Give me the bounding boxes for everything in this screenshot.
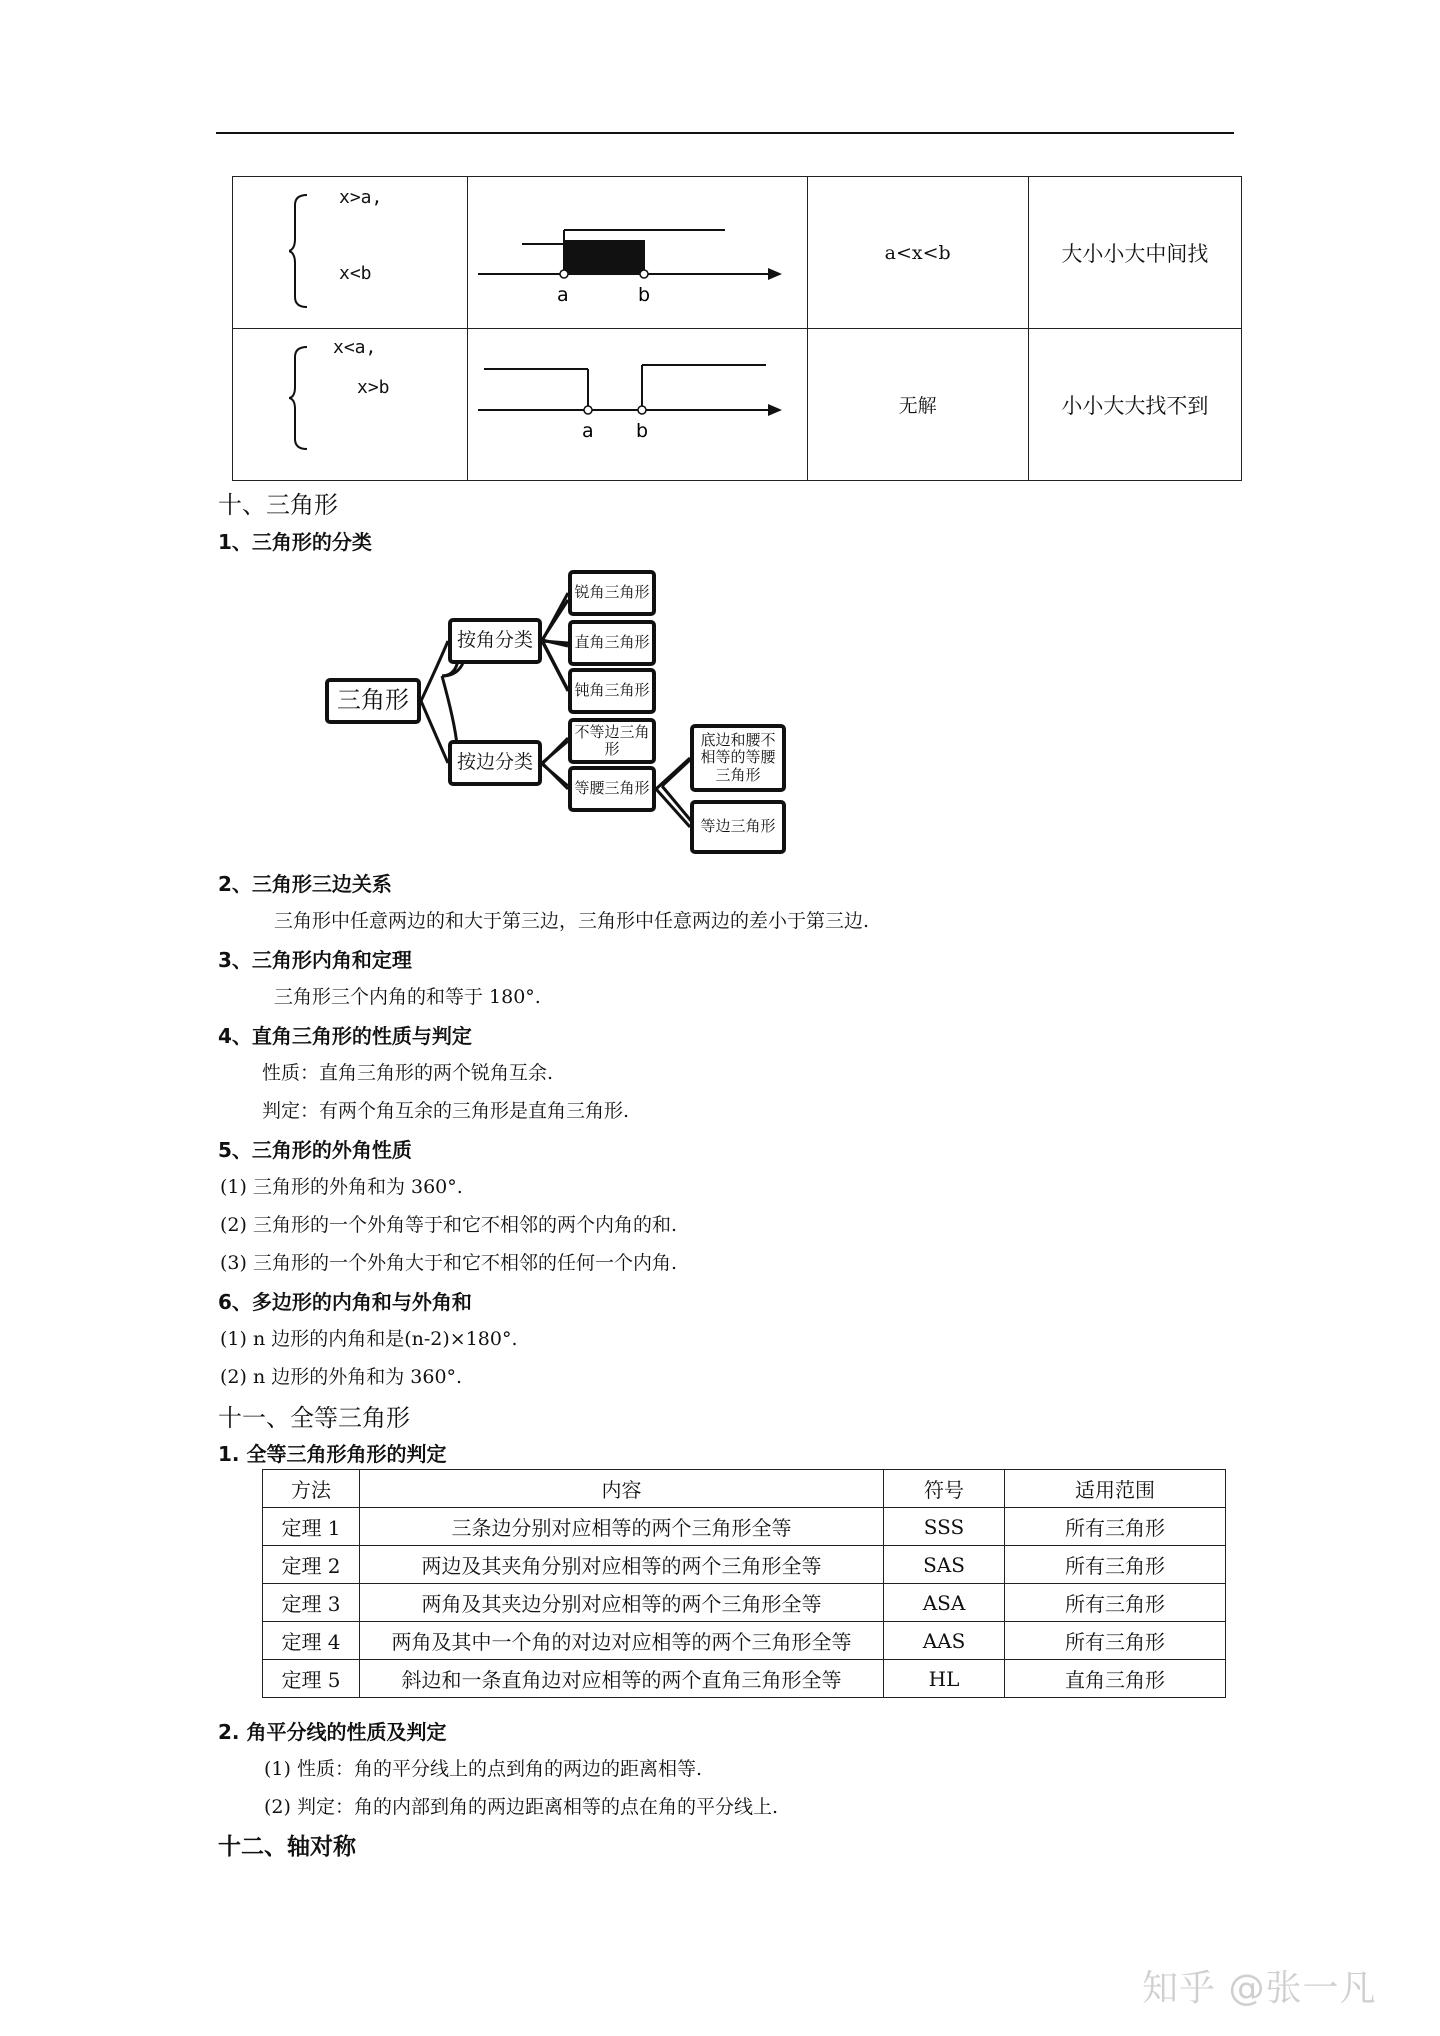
point-b [638,406,646,414]
cell-scope: 直角三角形 [1005,1660,1226,1698]
number-line-diagram [468,329,806,480]
cell-symbol: HL [884,1660,1005,1698]
brace-icon [289,343,311,453]
list-item: (2) n 边形的外角和为 360°. [220,1366,463,1388]
axis-arrow [768,268,782,280]
col-header: 符号 [884,1470,1005,1508]
cell-method: 定理 4 [263,1622,360,1660]
point-a [584,406,592,414]
table-row [263,1546,1226,1584]
point-b [640,270,648,278]
table-header-row [263,1470,1226,1508]
number-line-cell [468,329,807,481]
cell-method: 定理 3 [263,1584,360,1622]
cell-symbol: SSS [884,1508,1005,1546]
label-a: a [582,420,594,442]
system-top: x>a, [339,187,383,208]
label-b: b [636,420,649,442]
table-row [233,329,1242,481]
tree-acute: 锐角三角形 [568,570,656,616]
solution-cell: a<x<b [807,177,1028,329]
brace-icon [289,191,311,311]
col-header: 内容 [360,1470,884,1508]
system-bottom: x<b [339,263,372,284]
tree-by-side: 按边分类 [448,740,542,786]
col-header: 适用范围 [1005,1470,1226,1508]
label-a: a [557,284,569,306]
subsection-title: 2. 角平分线的性质及判定 [218,1720,447,1744]
subsection-title: 3、三角形内角和定理 [218,948,412,972]
list-item: (2) 判定：角的内部到角的两边距离相等的点在角的平分线上. [264,1796,778,1818]
number-line-cell [468,177,807,329]
list-item: (2) 三角形的一个外角等于和它不相邻的两个内角的和. [220,1214,677,1236]
subsection-title: 2、三角形三边关系 [218,872,392,896]
cell-scope: 所有三角形 [1005,1622,1226,1660]
cell-scope: 所有三角形 [1005,1546,1226,1584]
label-b: b [638,284,651,306]
section-title: 十一、全等三角形 [218,1404,410,1432]
cell-method: 定理 1 [263,1508,360,1546]
system-top: x<a, [333,337,377,358]
paragraph: 三角形中任意两边的和大于第三边，三角形中任意两边的差小于第三边. [274,910,870,932]
tree-isosceles: 等腰三角形 [568,766,656,812]
table-row [263,1660,1226,1698]
system-bottom: x>b [357,377,390,398]
list-item: (3) 三角形的一个外角大于和它不相邻的任何一个内角. [220,1252,677,1274]
tree-obtuse: 钝角三角形 [568,668,656,714]
header-rule [216,132,1234,134]
subsection-title: 4、直角三角形的性质与判定 [218,1024,472,1048]
system-cell [233,177,468,329]
paragraph: 判定：有两个角互余的三角形是直角三角形. [262,1100,630,1122]
number-line-diagram [468,177,806,328]
paragraph: 三角形三个内角的和等于 180°. [274,986,541,1008]
subsection-title: 1、三角形的分类 [218,530,372,554]
cell-symbol: SAS [884,1546,1005,1584]
list-item: (1) 性质：角的平分线上的点到角的两边的距离相等. [264,1758,702,1780]
section-title: 十、三角形 [218,491,338,519]
list-item: (1) 三角形的外角和为 360°. [220,1176,463,1198]
tree-scalene: 不等边三角形 [568,718,656,764]
congruence-table [262,1469,1226,1698]
cell-symbol: AAS [884,1622,1005,1660]
cell-content: 两角及其中一个角的对边对应相等的两个三角形全等 [360,1622,884,1660]
list-item: (1) n 边形的内角和是(n-2)×180°. [220,1328,518,1350]
subsection-title: 1. 全等三角形角形的判定 [218,1442,447,1466]
point-a [560,270,568,278]
tree-right: 直角三角形 [568,620,656,666]
cell-method: 定理 2 [263,1546,360,1584]
cell-symbol: ASA [884,1584,1005,1622]
subsection-title: 5、三角形的外角性质 [218,1138,412,1162]
mnemonic-cell: 大小小大中间找 [1028,177,1241,329]
paragraph: 性质：直角三角形的两个锐角互余. [262,1062,554,1084]
table-row [263,1508,1226,1546]
inequality-table [232,176,1242,481]
table-row [263,1584,1226,1622]
cell-content: 斜边和一条直角边对应相等的两个直角三角形全等 [360,1660,884,1698]
table-row [233,177,1242,329]
tree-root: 三角形 [325,678,421,724]
tree-base-ne-leg: 底边和腰不相等的等腰三角形 [690,724,786,792]
cell-scope: 所有三角形 [1005,1508,1226,1546]
cell-content: 两角及其夹边分别对应相等的两个三角形全等 [360,1584,884,1622]
col-header: 方法 [263,1470,360,1508]
solution-cell: 无解 [807,329,1028,481]
axis-arrow [768,404,782,416]
cell-method: 定理 5 [263,1660,360,1698]
tree-equilateral: 等边三角形 [690,800,786,854]
tree-by-angle: 按角分类 [448,618,542,664]
subsection-title: 6、多边形的内角和与外角和 [218,1290,472,1314]
cell-content: 两边及其夹角分别对应相等的两个三角形全等 [360,1546,884,1584]
table-row [263,1622,1226,1660]
system-cell [233,329,468,481]
cell-scope: 所有三角形 [1005,1584,1226,1622]
watermark: 知乎 @张一凡 [1142,1968,1377,2009]
section-title: 十二、轴对称 [218,1834,356,1860]
solution-region [564,240,644,273]
cell-content: 三条边分别对应相等的两个三角形全等 [360,1508,884,1546]
mnemonic-cell: 小小大大找不到 [1028,329,1241,481]
